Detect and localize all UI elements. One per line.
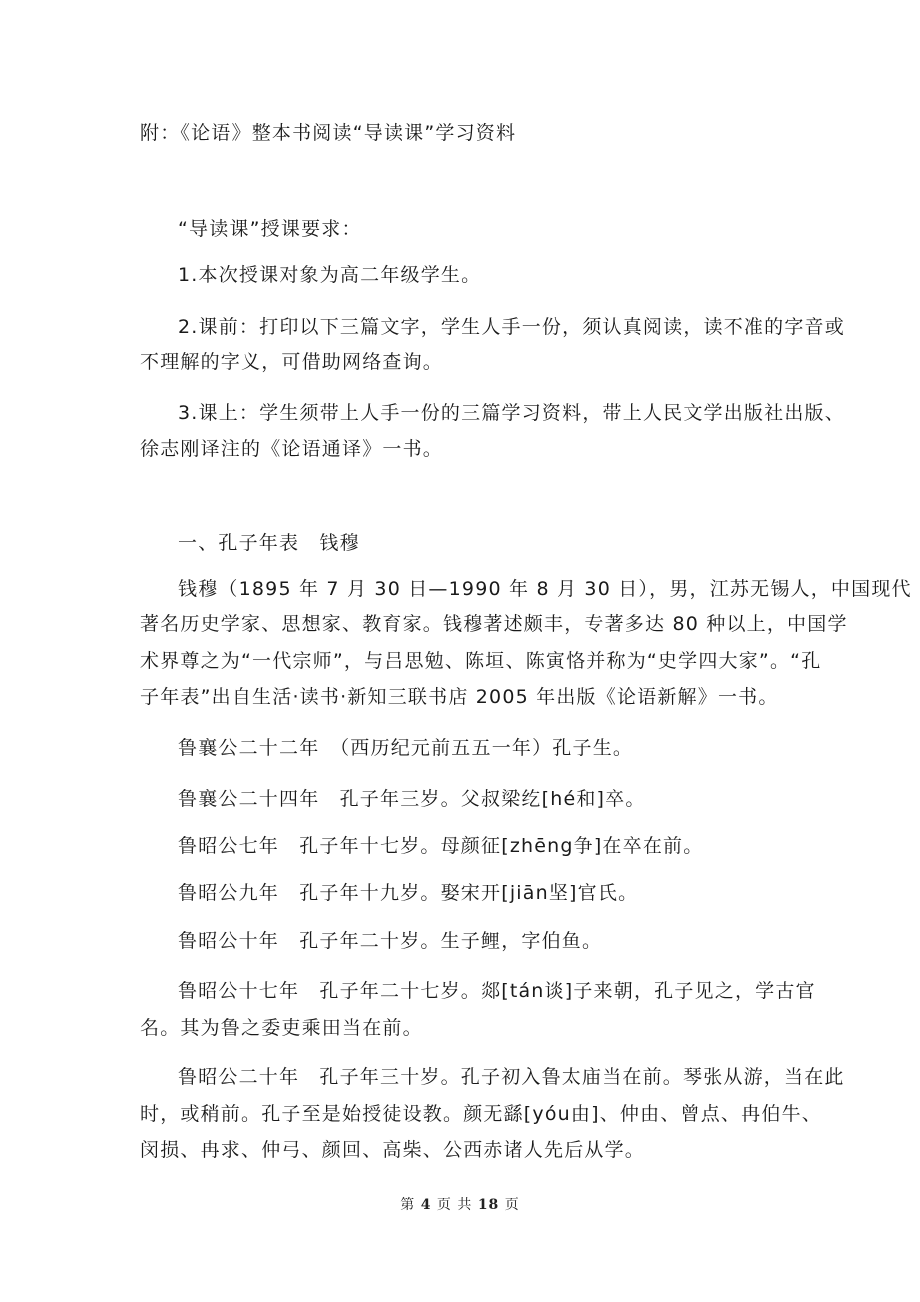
chronology-entry-2: 鲁襄公二十四年 孔子年三岁。父叔梁纥[hé和]卒。 — [178, 788, 646, 810]
section-1-heading: 一、孔子年表 钱穆 — [178, 532, 360, 554]
intro-line-3: 术界尊之为“一代宗师”，与吕思勉、陈垣、陈寅恪并称为“史学四大家”。“孔 — [140, 650, 822, 672]
page-footer — [0, 1195, 920, 1215]
intro-line-1: 钱穆（1895 年 7 月 30 日—1990 年 8 月 30 日），男，江苏无锡人，中国现代 — [178, 578, 912, 600]
requirement-1: 1.本次授课对象为高二年级学生。 — [178, 264, 482, 286]
requirement-3-line-2: 徐志刚译注的《论语通译》一书。 — [140, 438, 444, 460]
current-page-number: 4 — [420, 1197, 432, 1213]
requirements-heading: “导读课”授课要求： — [178, 218, 362, 240]
footer-suffix: 页 — [504, 1197, 520, 1213]
chronology-entry-7-line-2: 时，或稍前。孔子至是始授徒设教。颜无繇[yóu由]、仲由、曾点、冉伯牛、 — [140, 1103, 822, 1125]
chronology-entry-6-line-1: 鲁昭公十七年 孔子年二十七岁。郯[tán谈]子来朝，孔子见之，学古官 — [178, 980, 816, 1002]
footer-prefix: 第 — [400, 1197, 416, 1213]
chronology-entry-7-line-1: 鲁昭公二十年 孔子年三十岁。孔子初入鲁太庙当在前。琴张从游，当在此 — [178, 1066, 845, 1088]
chronology-entry-5: 鲁昭公十年 孔子年二十岁。生子鲤，字伯鱼。 — [178, 930, 603, 952]
chronology-entry-3: 鲁昭公七年 孔子年十七岁。母颜征[zhēng争]在卒在前。 — [178, 835, 704, 857]
chronology-entry-7-line-3: 闵损、冉求、仲弓、颜回、高柴、公西赤诸人先后从学。 — [140, 1139, 646, 1161]
total-page-number: 18 — [477, 1197, 500, 1213]
chronology-entry-6-line-2: 名。其为鲁之委吏乘田当在前。 — [140, 1017, 423, 1039]
chronology-entry-1: 鲁襄公二十二年 （西历纪元前五五一年）孔子生。 — [178, 737, 634, 759]
footer-middle: 页 共 — [436, 1197, 473, 1213]
requirement-3-line-1: 3.课上：学生须带上人手一份的三篇学习资料，带上人民文学出版社出版、 — [178, 402, 845, 424]
intro-line-4: 子年表”出自生活·读书·新知三联书店 2005 年出版《论语新解》一书。 — [140, 686, 779, 708]
requirement-2-line-1: 2.课前：打印以下三篇文字，学生人手一份，须认真阅读，读不准的字音或 — [178, 316, 845, 338]
document-title: 附：《论语》整本书阅读“导读课”学习资料 — [140, 122, 517, 144]
chronology-entry-4: 鲁昭公九年 孔子年十九岁。娶宋开[jiān坚]官氏。 — [178, 882, 639, 904]
requirement-2-line-2: 不理解的字义，可借助网络查询。 — [140, 351, 444, 373]
intro-line-2: 著名历史学家、思想家、教育家。钱穆著述颇丰，专著多达 80 种以上，中国学 — [140, 613, 848, 635]
